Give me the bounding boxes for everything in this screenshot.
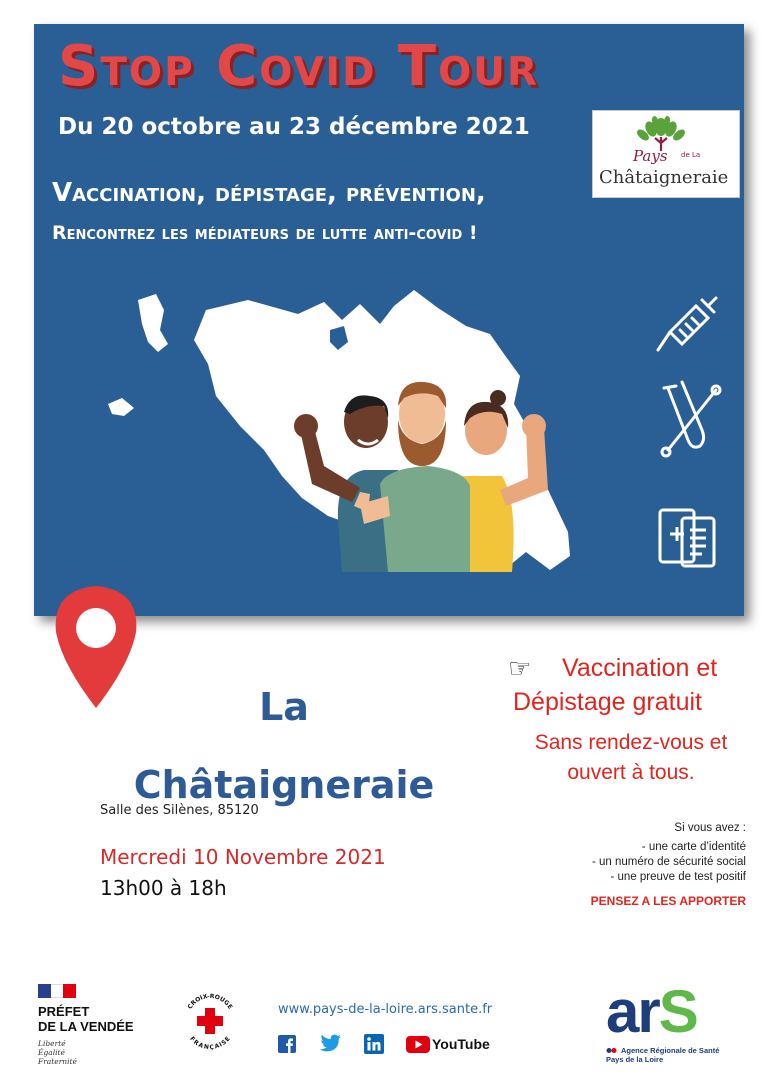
ars-website-link[interactable]: www.pays-de-la-loire.ars.sante.fr bbox=[278, 1002, 493, 1017]
map-island-small bbox=[108, 398, 134, 416]
vendee-map-illustration bbox=[98, 280, 598, 580]
logo-pays-text: Pays bbox=[633, 147, 668, 165]
requirements-list bbox=[540, 840, 746, 885]
offer-line-3: Sans rendez-vous et bbox=[534, 731, 728, 754]
svg-text:FRANÇAISE bbox=[188, 1036, 232, 1052]
ars-agency-line bbox=[606, 1046, 719, 1055]
test-tube-swab-icon bbox=[654, 378, 724, 458]
place-line-1: La bbox=[259, 685, 309, 729]
ars-agency-text: Agence Régionale de Santé bbox=[621, 1046, 720, 1055]
red-cross-icon bbox=[197, 1008, 223, 1034]
logo-de-la-text: de La bbox=[681, 151, 701, 159]
ars-wordmark bbox=[606, 978, 719, 1045]
ars-logo bbox=[606, 978, 720, 1064]
ars-letters: ar bbox=[606, 978, 659, 1045]
offer-line-2: Dépistage gratuit bbox=[513, 688, 703, 716]
offer-line-4: ouvert à tous. bbox=[567, 761, 695, 784]
requirements-heading: Si vous avez : bbox=[674, 822, 746, 834]
tagline-services: Vaccination, dépistage, prévention, bbox=[52, 178, 486, 208]
tagline-mediators: Rencontrez les médiateurs de lutte anti-covid ! bbox=[52, 222, 478, 244]
bring-documents-notice: PENSEZ A LES APPORTER bbox=[590, 894, 746, 908]
list-item: - une carte d’identité bbox=[641, 841, 746, 853]
motto-liberte: Liberté bbox=[38, 1039, 66, 1048]
youtube-link[interactable] bbox=[406, 1036, 490, 1053]
linkedin-icon[interactable] bbox=[364, 1034, 384, 1054]
place-line-2: Châtaigneraie bbox=[133, 763, 435, 807]
pointing-hand-icon: ☞ bbox=[508, 654, 532, 684]
french-flag-icon bbox=[38, 984, 76, 998]
ars-region-text: Pays de la Loire bbox=[606, 1055, 664, 1064]
medical-document-icon bbox=[654, 506, 720, 570]
logo-name-text: Châtaigneraie bbox=[599, 167, 729, 188]
ars-dots-icon bbox=[606, 1047, 618, 1054]
motto-egalite: Égalité bbox=[38, 1048, 65, 1057]
croix-rouge-bottom-text: FRANÇAISE bbox=[188, 1035, 232, 1052]
offer-line-1: Vaccination et bbox=[562, 654, 718, 682]
croix-rouge-top-text: CROIX-ROUGE bbox=[186, 992, 234, 1011]
twitter-icon[interactable] bbox=[318, 1034, 342, 1054]
map-island-north bbox=[138, 294, 168, 352]
social-links bbox=[278, 1034, 490, 1054]
event-address: Salle des Silènes, 85120 bbox=[100, 803, 259, 818]
list-item: - une preuve de test positif bbox=[610, 871, 746, 883]
croix-rouge-logo bbox=[178, 988, 242, 1052]
pays-chataigneraie-logo bbox=[592, 110, 740, 198]
youtube-icon bbox=[406, 1036, 430, 1053]
prefet-line-2: DE LA VENDÉE bbox=[38, 1019, 134, 1034]
list-item: - un numéro de sécurité social bbox=[591, 856, 746, 868]
offer-no-appointment bbox=[500, 728, 762, 788]
svg-text:CROIX-ROUGE bbox=[186, 993, 233, 1011]
facebook-icon[interactable] bbox=[278, 1035, 296, 1053]
event-location-name bbox=[96, 668, 472, 824]
campaign-dates: Du 20 octobre au 23 décembre 2021 bbox=[58, 114, 530, 140]
prefet-vendee-logo bbox=[38, 984, 134, 1066]
motto-fraternite: Fraternité bbox=[38, 1057, 77, 1066]
event-hours: 13h00 à 18h bbox=[100, 876, 227, 900]
republic-motto bbox=[38, 1039, 134, 1066]
event-date: Mercredi 10 Novembre 2021 bbox=[100, 845, 386, 869]
syringe-icon bbox=[650, 284, 726, 360]
poster-title: Stop Covid Tour bbox=[58, 34, 539, 99]
ars-s-letter: S bbox=[658, 978, 697, 1045]
youtube-label: YouTube bbox=[432, 1036, 490, 1052]
prefet-line-1: PRÉFET bbox=[38, 1004, 90, 1019]
